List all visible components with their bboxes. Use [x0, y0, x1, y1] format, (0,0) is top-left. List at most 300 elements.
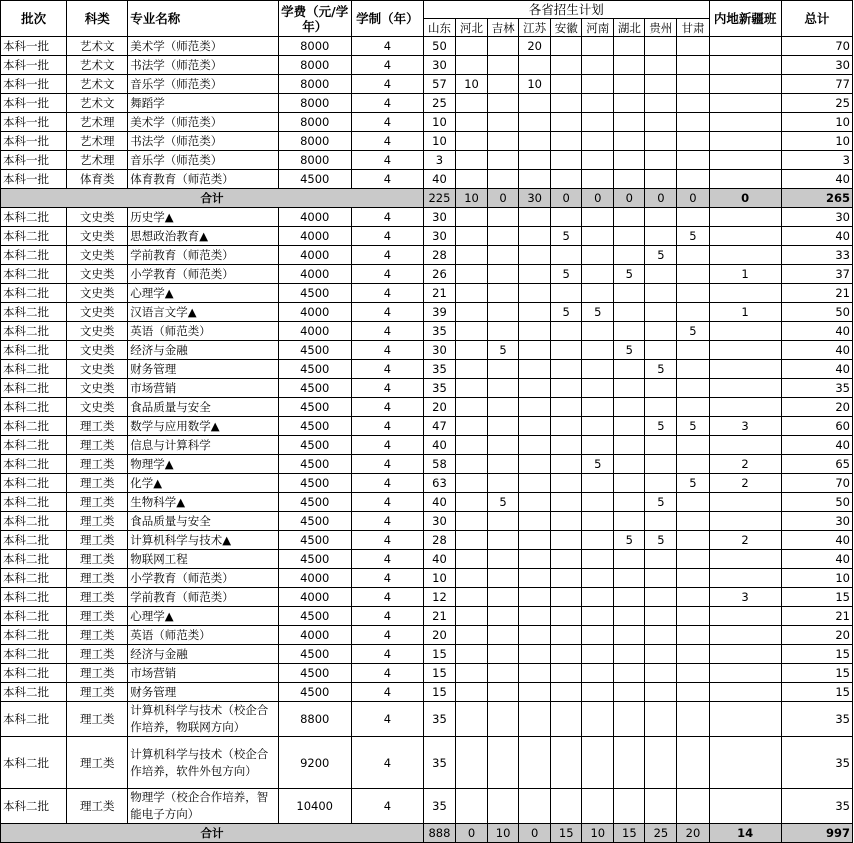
cell-province-count [677, 683, 709, 702]
cell-province-count: 40 [423, 550, 455, 569]
cell-province-count [582, 113, 614, 132]
header-years: 学制（年） [351, 1, 423, 37]
cell-province-count [677, 607, 709, 626]
cell-province-count [519, 664, 551, 683]
cell-province-count [488, 417, 519, 436]
cell-total: 20 [781, 626, 852, 645]
cell-province-count [519, 588, 551, 607]
cell-years: 4 [351, 75, 423, 94]
cell-province-count [614, 645, 645, 664]
cell-province-count: 28 [423, 246, 455, 265]
cell-province-count [645, 322, 677, 341]
cell-province-count [582, 702, 614, 737]
cell-province-count [677, 512, 709, 531]
cell-province-count: 35 [423, 737, 455, 789]
cell-total: 40 [781, 436, 852, 455]
cell-province-count [456, 398, 488, 417]
cell-province-count [677, 265, 709, 284]
cell-total: 77 [781, 75, 852, 94]
cell-province-count [551, 284, 582, 303]
cell-province-count [551, 132, 582, 151]
cell-province-count [582, 360, 614, 379]
cell-province-count: 25 [423, 94, 455, 113]
cell-province-count [614, 170, 645, 189]
table-row [1, 227, 853, 246]
cell-category: 文史类 [67, 379, 128, 398]
cell-xinjiang [709, 398, 781, 417]
table-row [1, 737, 853, 789]
cell-category: 理工类 [67, 664, 128, 683]
cell-province-count [614, 737, 645, 789]
cell-province-count: 21 [423, 284, 455, 303]
cell-category: 理工类 [67, 417, 128, 436]
cell-province-count [677, 531, 709, 550]
cell-province-count: 40 [423, 493, 455, 512]
cell-province-count [519, 379, 551, 398]
table-row [1, 702, 853, 737]
cell-province-count: 28 [423, 531, 455, 550]
cell-province-count [614, 417, 645, 436]
cell-province-count [677, 664, 709, 683]
cell-province-count [456, 626, 488, 645]
cell-batch: 本科二批 [1, 645, 67, 664]
header-fee: 学费（元/学年） [278, 1, 351, 37]
table-row [1, 75, 853, 94]
cell-province-count [645, 588, 677, 607]
cell-province-count [456, 151, 488, 170]
cell-category: 艺术理 [67, 132, 128, 151]
cell-province-count [551, 379, 582, 398]
cell-province-count [488, 170, 519, 189]
cell-fee: 4000 [278, 265, 351, 284]
cell-province-count: 10 [423, 113, 455, 132]
cell-province-count [488, 664, 519, 683]
table-row [1, 113, 853, 132]
cell-province-count [519, 512, 551, 531]
header-province: 江苏 [519, 19, 551, 37]
cell-fee: 4500 [278, 664, 351, 683]
cell-major: 计算机科学与技术▲ [128, 531, 278, 550]
cell-province-count [582, 208, 614, 227]
cell-major: 体育教育（师范类） [128, 170, 278, 189]
cell-fee: 4500 [278, 284, 351, 303]
cell-years: 4 [351, 37, 423, 56]
cell-province-count: 39 [423, 303, 455, 322]
cell-years: 4 [351, 132, 423, 151]
cell-province-count [645, 56, 677, 75]
cell-years: 4 [351, 436, 423, 455]
cell-province-count [582, 789, 614, 824]
cell-batch: 本科一批 [1, 132, 67, 151]
cell-fee: 8000 [278, 132, 351, 151]
table-row [1, 94, 853, 113]
table-row [1, 132, 853, 151]
cell-province-count: 35 [423, 789, 455, 824]
table-row [1, 493, 853, 512]
header-province: 贵州 [645, 19, 677, 37]
cell-total: 40 [781, 360, 852, 379]
cell-xinjiang [709, 379, 781, 398]
cell-total: 10 [781, 132, 852, 151]
cell-total: 50 [781, 493, 852, 512]
cell-years: 4 [351, 284, 423, 303]
cell-fee: 4500 [278, 683, 351, 702]
cell-total: 40 [781, 531, 852, 550]
cell-province-count [519, 227, 551, 246]
cell-total: 70 [781, 474, 852, 493]
cell-batch: 本科二批 [1, 550, 67, 569]
cell-province-count [677, 645, 709, 664]
cell-batch: 本科一批 [1, 56, 67, 75]
cell-province-count [488, 550, 519, 569]
cell-xinjiang: 3 [709, 588, 781, 607]
cell-years: 4 [351, 94, 423, 113]
cell-province-count [456, 588, 488, 607]
cell-province-count [582, 94, 614, 113]
cell-fee: 4500 [278, 531, 351, 550]
cell-province-count [677, 170, 709, 189]
cell-xinjiang: 3 [709, 417, 781, 436]
cell-province-count [582, 626, 614, 645]
cell-batch: 本科二批 [1, 512, 67, 531]
cell-batch: 本科二批 [1, 265, 67, 284]
subtotal-province-count: 0 [677, 189, 709, 208]
cell-xinjiang [709, 645, 781, 664]
table-row [1, 436, 853, 455]
cell-province-count: 5 [582, 455, 614, 474]
cell-province-count [645, 789, 677, 824]
cell-province-count [456, 56, 488, 75]
cell-xinjiang [709, 569, 781, 588]
cell-province-count [645, 702, 677, 737]
cell-xinjiang [709, 94, 781, 113]
cell-province-count [456, 417, 488, 436]
cell-province-count [551, 75, 582, 94]
cell-category: 理工类 [67, 607, 128, 626]
cell-province-count [551, 113, 582, 132]
cell-total: 40 [781, 170, 852, 189]
cell-province-count [614, 455, 645, 474]
cell-province-count [645, 94, 677, 113]
subtotal-province-count: 25 [645, 824, 677, 843]
cell-major: 信息与计算科学 [128, 436, 278, 455]
cell-total: 25 [781, 94, 852, 113]
cell-province-count: 5 [645, 360, 677, 379]
cell-major: 物联网工程 [128, 550, 278, 569]
subtotal-label: 合计 [1, 824, 424, 843]
cell-province-count [456, 436, 488, 455]
cell-batch: 本科二批 [1, 455, 67, 474]
cell-category: 理工类 [67, 474, 128, 493]
cell-major: 计算机科学与技术（校企合作培养，软件外包方向） [128, 737, 278, 789]
cell-province-count [456, 208, 488, 227]
header-province: 河北 [456, 19, 488, 37]
cell-province-count [519, 455, 551, 474]
table-header [1, 1, 853, 37]
cell-province-count [614, 75, 645, 94]
cell-province-count [551, 607, 582, 626]
cell-batch: 本科二批 [1, 436, 67, 455]
cell-xinjiang [709, 170, 781, 189]
header-major: 专业名称 [128, 1, 278, 37]
cell-batch: 本科二批 [1, 702, 67, 737]
cell-province-count: 5 [582, 303, 614, 322]
table-row [1, 341, 853, 360]
cell-province-count: 30 [423, 512, 455, 531]
cell-province-count [551, 208, 582, 227]
cell-province-count [488, 94, 519, 113]
cell-major: 财务管理 [128, 360, 278, 379]
cell-years: 4 [351, 664, 423, 683]
header-province: 安徽 [551, 19, 582, 37]
cell-province-count [582, 170, 614, 189]
cell-category: 文史类 [67, 284, 128, 303]
header-province: 湖北 [614, 19, 645, 37]
cell-category: 文史类 [67, 246, 128, 265]
cell-province-count [551, 550, 582, 569]
cell-province-count [645, 550, 677, 569]
cell-province-count [551, 322, 582, 341]
cell-province-count [677, 398, 709, 417]
cell-fee: 4500 [278, 493, 351, 512]
cell-province-count [645, 379, 677, 398]
cell-fee: 8800 [278, 702, 351, 737]
subtotal-province-count: 225 [423, 189, 455, 208]
cell-province-count [456, 265, 488, 284]
cell-province-count [614, 493, 645, 512]
cell-province-count: 10 [456, 75, 488, 94]
cell-fee: 8000 [278, 56, 351, 75]
cell-batch: 本科二批 [1, 607, 67, 626]
cell-total: 15 [781, 664, 852, 683]
cell-province-count [645, 208, 677, 227]
cell-province-count [488, 246, 519, 265]
cell-province-count: 12 [423, 588, 455, 607]
subtotal-province-count: 20 [677, 824, 709, 843]
cell-fee: 4500 [278, 474, 351, 493]
cell-province-count [456, 113, 488, 132]
header-province: 甘肃 [677, 19, 709, 37]
cell-total: 40 [781, 322, 852, 341]
cell-years: 4 [351, 227, 423, 246]
cell-major: 化学▲ [128, 474, 278, 493]
cell-province-count: 5 [677, 474, 709, 493]
cell-province-count [614, 360, 645, 379]
cell-years: 4 [351, 607, 423, 626]
cell-batch: 本科二批 [1, 626, 67, 645]
cell-province-count [551, 151, 582, 170]
cell-major: 小学教育（师范类） [128, 569, 278, 588]
cell-province-count [519, 341, 551, 360]
cell-province-count [519, 569, 551, 588]
cell-fee: 4000 [278, 303, 351, 322]
cell-province-count [614, 664, 645, 683]
cell-province-count [488, 474, 519, 493]
header-province: 山东 [423, 19, 455, 37]
cell-province-count [677, 569, 709, 588]
table-row [1, 588, 853, 607]
cell-province-count [456, 607, 488, 626]
cell-batch: 本科一批 [1, 75, 67, 94]
cell-province-count [677, 94, 709, 113]
cell-years: 4 [351, 683, 423, 702]
cell-years: 4 [351, 417, 423, 436]
cell-province-count: 50 [423, 37, 455, 56]
cell-province-count [488, 626, 519, 645]
cell-fee: 4000 [278, 246, 351, 265]
cell-province-count [645, 737, 677, 789]
cell-major: 物理学（校企合作培养，智能电子方向） [128, 789, 278, 824]
cell-xinjiang [709, 37, 781, 56]
table-row [1, 626, 853, 645]
cell-xinjiang: 1 [709, 265, 781, 284]
cell-total: 15 [781, 645, 852, 664]
cell-province-count [488, 607, 519, 626]
cell-province-count [645, 512, 677, 531]
cell-years: 4 [351, 151, 423, 170]
cell-major: 美术学（师范类） [128, 113, 278, 132]
cell-province-count [582, 132, 614, 151]
cell-province-count [645, 227, 677, 246]
cell-province-count [677, 436, 709, 455]
cell-province-count [519, 789, 551, 824]
cell-major: 数学与应用数学▲ [128, 417, 278, 436]
cell-province-count [645, 132, 677, 151]
cell-province-count [519, 94, 551, 113]
cell-province-count [456, 512, 488, 531]
cell-province-count [645, 284, 677, 303]
cell-province-count: 47 [423, 417, 455, 436]
cell-province-count [456, 645, 488, 664]
cell-years: 4 [351, 455, 423, 474]
cell-major: 物理学▲ [128, 455, 278, 474]
cell-province-count: 20 [423, 398, 455, 417]
subtotal-province-count: 0 [582, 189, 614, 208]
table-row [1, 379, 853, 398]
cell-major: 历史学▲ [128, 208, 278, 227]
table-row [1, 246, 853, 265]
cell-batch: 本科二批 [1, 531, 67, 550]
cell-province-count: 5 [551, 227, 582, 246]
cell-province-count [488, 113, 519, 132]
cell-batch: 本科二批 [1, 737, 67, 789]
cell-category: 理工类 [67, 702, 128, 737]
cell-fee: 8000 [278, 113, 351, 132]
cell-years: 4 [351, 702, 423, 737]
cell-total: 40 [781, 341, 852, 360]
cell-province-count [582, 75, 614, 94]
cell-province-count [645, 474, 677, 493]
table-row [1, 512, 853, 531]
cell-province-count [519, 208, 551, 227]
cell-years: 4 [351, 789, 423, 824]
cell-province-count [456, 170, 488, 189]
cell-total: 15 [781, 683, 852, 702]
cell-major: 美术学（师范类） [128, 37, 278, 56]
cell-fee: 8000 [278, 94, 351, 113]
cell-total: 60 [781, 417, 852, 436]
cell-xinjiang [709, 227, 781, 246]
cell-batch: 本科一批 [1, 37, 67, 56]
table-row [1, 789, 853, 824]
cell-province-count [677, 702, 709, 737]
table-row [1, 360, 853, 379]
table-row [1, 170, 853, 189]
cell-province-count [582, 436, 614, 455]
cell-province-count [677, 151, 709, 170]
subtotal-province-count: 10 [582, 824, 614, 843]
cell-total: 35 [781, 737, 852, 789]
cell-province-count: 5 [614, 341, 645, 360]
cell-batch: 本科二批 [1, 303, 67, 322]
cell-years: 4 [351, 379, 423, 398]
cell-fee: 4000 [278, 227, 351, 246]
table-row [1, 208, 853, 227]
cell-xinjiang [709, 493, 781, 512]
cell-province-count [614, 789, 645, 824]
cell-years: 4 [351, 265, 423, 284]
cell-total: 30 [781, 512, 852, 531]
cell-category: 文史类 [67, 265, 128, 284]
cell-total: 15 [781, 588, 852, 607]
cell-province-count: 35 [423, 360, 455, 379]
cell-province-count [456, 683, 488, 702]
cell-province-count: 10 [423, 569, 455, 588]
cell-fee: 4000 [278, 626, 351, 645]
cell-xinjiang [709, 607, 781, 626]
cell-province-count [614, 588, 645, 607]
cell-province-count [519, 607, 551, 626]
cell-province-count: 15 [423, 645, 455, 664]
cell-province-count [645, 151, 677, 170]
subtotal-province-count: 0 [614, 189, 645, 208]
cell-province-count [582, 512, 614, 531]
header-provinces-group: 各省招生计划 [423, 1, 709, 19]
cell-province-count [519, 531, 551, 550]
cell-province-count [645, 569, 677, 588]
cell-province-count [614, 436, 645, 455]
cell-province-count [551, 737, 582, 789]
cell-province-count [677, 455, 709, 474]
header-province: 吉林 [488, 19, 519, 37]
cell-fee: 4500 [278, 341, 351, 360]
cell-province-count [456, 341, 488, 360]
cell-province-count [519, 626, 551, 645]
cell-province-count: 5 [677, 417, 709, 436]
cell-total: 33 [781, 246, 852, 265]
cell-province-count [456, 379, 488, 398]
cell-years: 4 [351, 550, 423, 569]
cell-province-count [614, 37, 645, 56]
cell-province-count [677, 737, 709, 789]
subtotal-province-count: 0 [519, 824, 551, 843]
cell-years: 4 [351, 170, 423, 189]
cell-province-count: 5 [488, 493, 519, 512]
cell-province-count [456, 789, 488, 824]
cell-province-count [614, 322, 645, 341]
cell-batch: 本科一批 [1, 113, 67, 132]
cell-fee: 4500 [278, 550, 351, 569]
cell-province-count [614, 151, 645, 170]
subtotal-province-count: 10 [488, 824, 519, 843]
cell-province-count [488, 702, 519, 737]
cell-province-count [456, 284, 488, 303]
cell-province-count [488, 227, 519, 246]
cell-province-count [551, 626, 582, 645]
cell-years: 4 [351, 113, 423, 132]
table-row [1, 56, 853, 75]
cell-province-count [456, 246, 488, 265]
